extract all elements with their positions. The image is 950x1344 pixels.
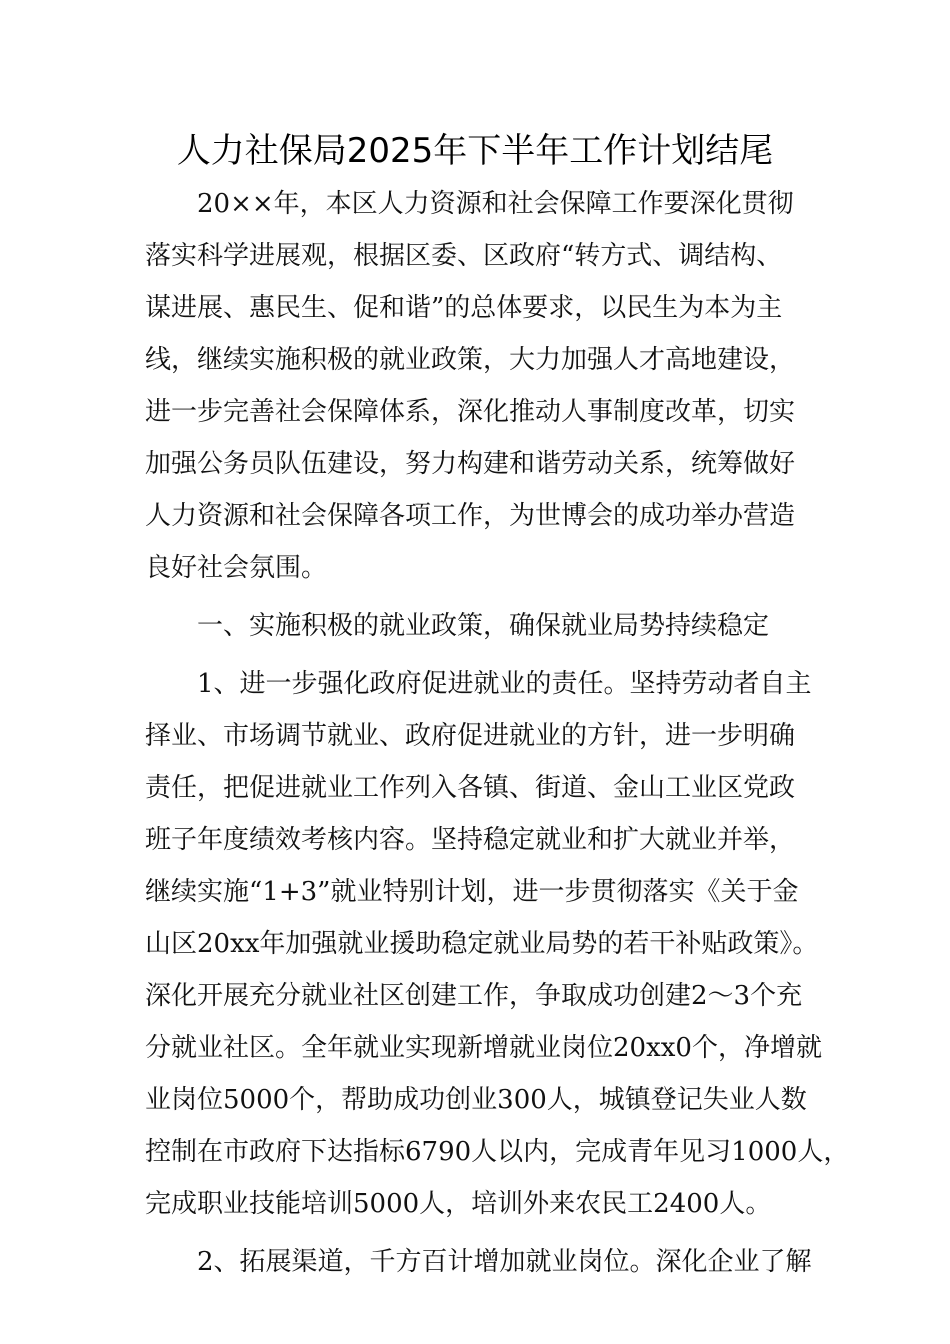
section-heading: 一、实施积极的就业政策，确保就业局势持续稳定 <box>197 611 770 641</box>
paragraph-line: 继续实施“1+3”就业特别计划，进一步贯彻落实《关于金 <box>145 877 799 907</box>
document-body <box>145 178 850 1288</box>
paragraph-line: 2、拓展渠道，千方百计增加就业岗位。深化企业了解 <box>197 1247 812 1277</box>
paragraph-line: 班子年度绩效考核内容。坚持稳定就业和扩大就业并举， <box>145 825 796 855</box>
paragraph-line: 谋进展、惠民生、促和谐”的总体要求，以民生为本为主 <box>145 293 783 323</box>
paragraph-line: 加强公务员队伍建设，努力构建和谐劳动关系，统筹做好 <box>145 449 796 479</box>
paragraph-line: 山区20xx年加强就业援助稳定就业局势的若干补贴政策》。 <box>145 929 819 959</box>
paragraph-line: 进一步完善社会保障体系，深化推动人事制度改革，切实 <box>145 397 796 427</box>
paragraph-line: 良好社会氛围。 <box>145 553 328 583</box>
paragraph-line: 人力资源和社会保障各项工作，为世博会的成功举办营造 <box>145 501 796 531</box>
paragraph-line: 深化开展充分就业社区创建工作，争取成功创建2～3个充 <box>145 981 803 1011</box>
paragraph-line: 控制在市政府下达指标6790人以内，完成青年见习1000人， <box>145 1137 850 1167</box>
paragraph-line: 完成职业技能培训5000人，培训外来农民工2400人。 <box>145 1189 772 1219</box>
paragraph-line: 线，继续实施积极的就业政策，大力加强人才高地建设， <box>145 345 796 375</box>
document-title: 人力社保局2025年下半年工作计划结尾 <box>176 131 774 171</box>
paragraph-line: 业岗位5000个，帮助成功创业300人，城镇登记失业人数 <box>145 1085 807 1115</box>
paragraph-line: 20××年，本区人力资源和社会保障工作要深化贯彻 <box>197 189 794 219</box>
paragraph-line: 责任，把促进就业工作列入各镇、街道、金山工业区党政 <box>145 773 796 803</box>
paragraph-line: 择业、市场调节就业、政府促进就业的方针，进一步明确 <box>145 721 796 751</box>
paragraph-line: 分就业社区。全年就业实现新增就业岗位20xx0个，净增就 <box>145 1033 822 1063</box>
paragraph-line: 1、进一步强化政府促进就业的责任。坚持劳动者自主 <box>197 669 812 699</box>
paragraph-line: 落实科学进展观，根据区委、区政府“转方式、调结构、 <box>145 241 783 271</box>
